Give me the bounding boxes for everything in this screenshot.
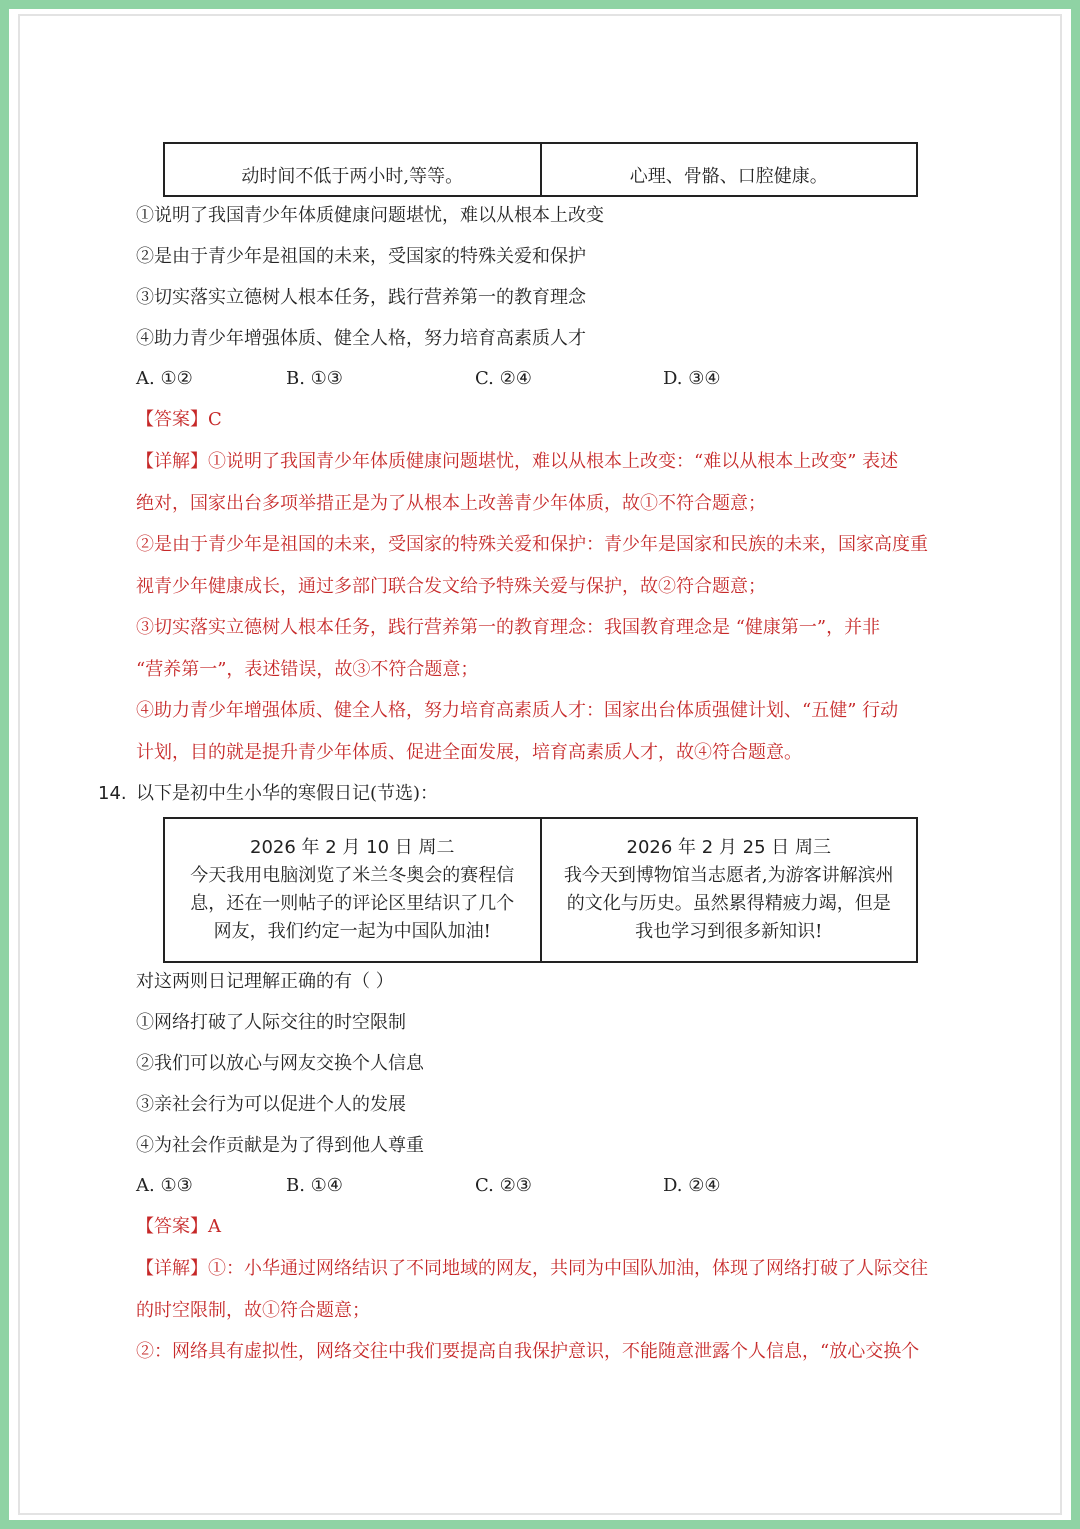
diary-entry-1: [165, 819, 540, 961]
q13-options: [136, 366, 896, 392]
diary-entry-1-date: 2026 年 2 月 10 日 周二: [250, 837, 455, 858]
q13-explanation-6: “营养第一”，表述错误，故③不符合题意；: [136, 659, 479, 680]
q14-options: [136, 1173, 896, 1199]
q13-explanation-3: ②是由于青少年是祖国的未来，受国家的特殊关爱和保护：青少年是国家和民族的未来，国家高度重: [136, 534, 928, 555]
q14-statement-4: ④为社会作贡献是为了得到他人尊重: [136, 1135, 424, 1156]
q14-option-c: C. ②③: [475, 1175, 532, 1196]
q14-statement-2: ②我们可以放心与网友交换个人信息: [136, 1053, 424, 1074]
diary-entry-1-line-3: 网友，我们约定一起为中国队加油!: [213, 921, 491, 942]
q13-explanation-8: 计划，目的就是提升青少年体质、促进全面发展，培育高素质人才，故④符合题意。: [136, 742, 802, 763]
q13-explanation-5: ③切实落实立德树人根本任务，践行营养第一的教育理念：我国教育理念是 “健康第一”，并非: [136, 617, 881, 638]
q13-option-c: C. ②④: [475, 368, 532, 389]
q13-statement-1: ①说明了我国青少年体质健康问题堪忧，难以从根本上改变: [136, 205, 604, 226]
q14-statement-3: ③亲社会行为可以促进个人的发展: [136, 1094, 406, 1115]
q14-number: 14.: [98, 783, 127, 804]
q13-explanation-1: 【详解】①说明了我国青少年体质健康问题堪忧，难以从根本上改变：“难以从根本上改变” 表述: [136, 451, 899, 472]
q13-option-a: A. ①②: [136, 368, 193, 389]
diary-entry-2-date: 2026 年 2 月 25 日 周三: [626, 837, 831, 858]
diary-entry-2: [540, 819, 917, 961]
q14-explanation-3: ②：网络具有虚拟性，网络交往中我们要提高自我保护意识，不能随意泄露个人信息，“放心交换个: [136, 1341, 920, 1362]
q13-statement-3: ③切实落实立德树人根本任务，践行营养第一的教育理念: [136, 287, 586, 308]
q14-option-b: B. ①④: [286, 1175, 343, 1196]
q13-answer: 【答案】C: [136, 409, 222, 430]
diary-entry-1-line-2: 息，还在一则帖子的评论区里结识了几个: [190, 893, 515, 914]
table-cell-left: [165, 144, 540, 195]
diary-table: [163, 817, 918, 963]
table-cell-left-text: 动时间不低于两小时,等等。: [241, 165, 464, 187]
table-cell-right: [540, 144, 917, 195]
table-continuation: [163, 142, 918, 197]
q13-explanation-4: 视青少年健康成长，通过多部门联合发文给予特殊关爱与保护，故②符合题意；: [136, 576, 766, 597]
q13-statement-4: ④助力青少年增强体质、健全人格，努力培育高素质人才: [136, 328, 586, 349]
diary-entry-2-line-3: 我也学习到很多新知识!: [635, 921, 823, 942]
q14-option-a: A. ①③: [136, 1175, 193, 1196]
q14-prompt: 对这两则日记理解正确的有（ ）: [136, 971, 394, 992]
q13-option-b: B. ①③: [286, 368, 343, 389]
q14-option-d: D. ②④: [663, 1175, 721, 1196]
q14-stem: 以下是初中生小华的寒假日记(节选)：: [136, 783, 439, 804]
q13-explanation-7: ④助力青少年增强体质、健全人格，努力培育高素质人才：国家出台体质强健计划、“五健” 行动: [136, 700, 899, 721]
q14-explanation-2: 的时空限制，故①符合题意；: [136, 1300, 370, 1321]
q14-statement-1: ①网络打破了人际交往的时空限制: [136, 1012, 406, 1033]
q14-answer: 【答案】A: [136, 1216, 221, 1237]
diary-entry-2-line-1: 我今天到博物馆当志愿者,为游客讲解滨州: [563, 865, 894, 886]
q13-explanation-2: 绝对，国家出台多项举措正是为了从根本上改善青少年体质，故①不符合题意；: [136, 493, 766, 514]
diary-entry-2-line-2: 的文化与历史。虽然累得精疲力竭，但是: [566, 893, 891, 914]
diary-entry-1-line-1: 今天我用电脑浏览了米兰冬奥会的赛程信: [190, 865, 515, 886]
q13-option-d: D. ③④: [663, 368, 721, 389]
q14-explanation-1: 【详解】①：小华通过网络结识了不同地域的网友，共同为中国队加油，体现了网络打破了人际交往: [136, 1258, 928, 1279]
q13-statement-2: ②是由于青少年是祖国的未来，受国家的特殊关爱和保护: [136, 246, 586, 267]
table-cell-right-text: 心理、骨骼、口腔健康。: [629, 165, 828, 187]
